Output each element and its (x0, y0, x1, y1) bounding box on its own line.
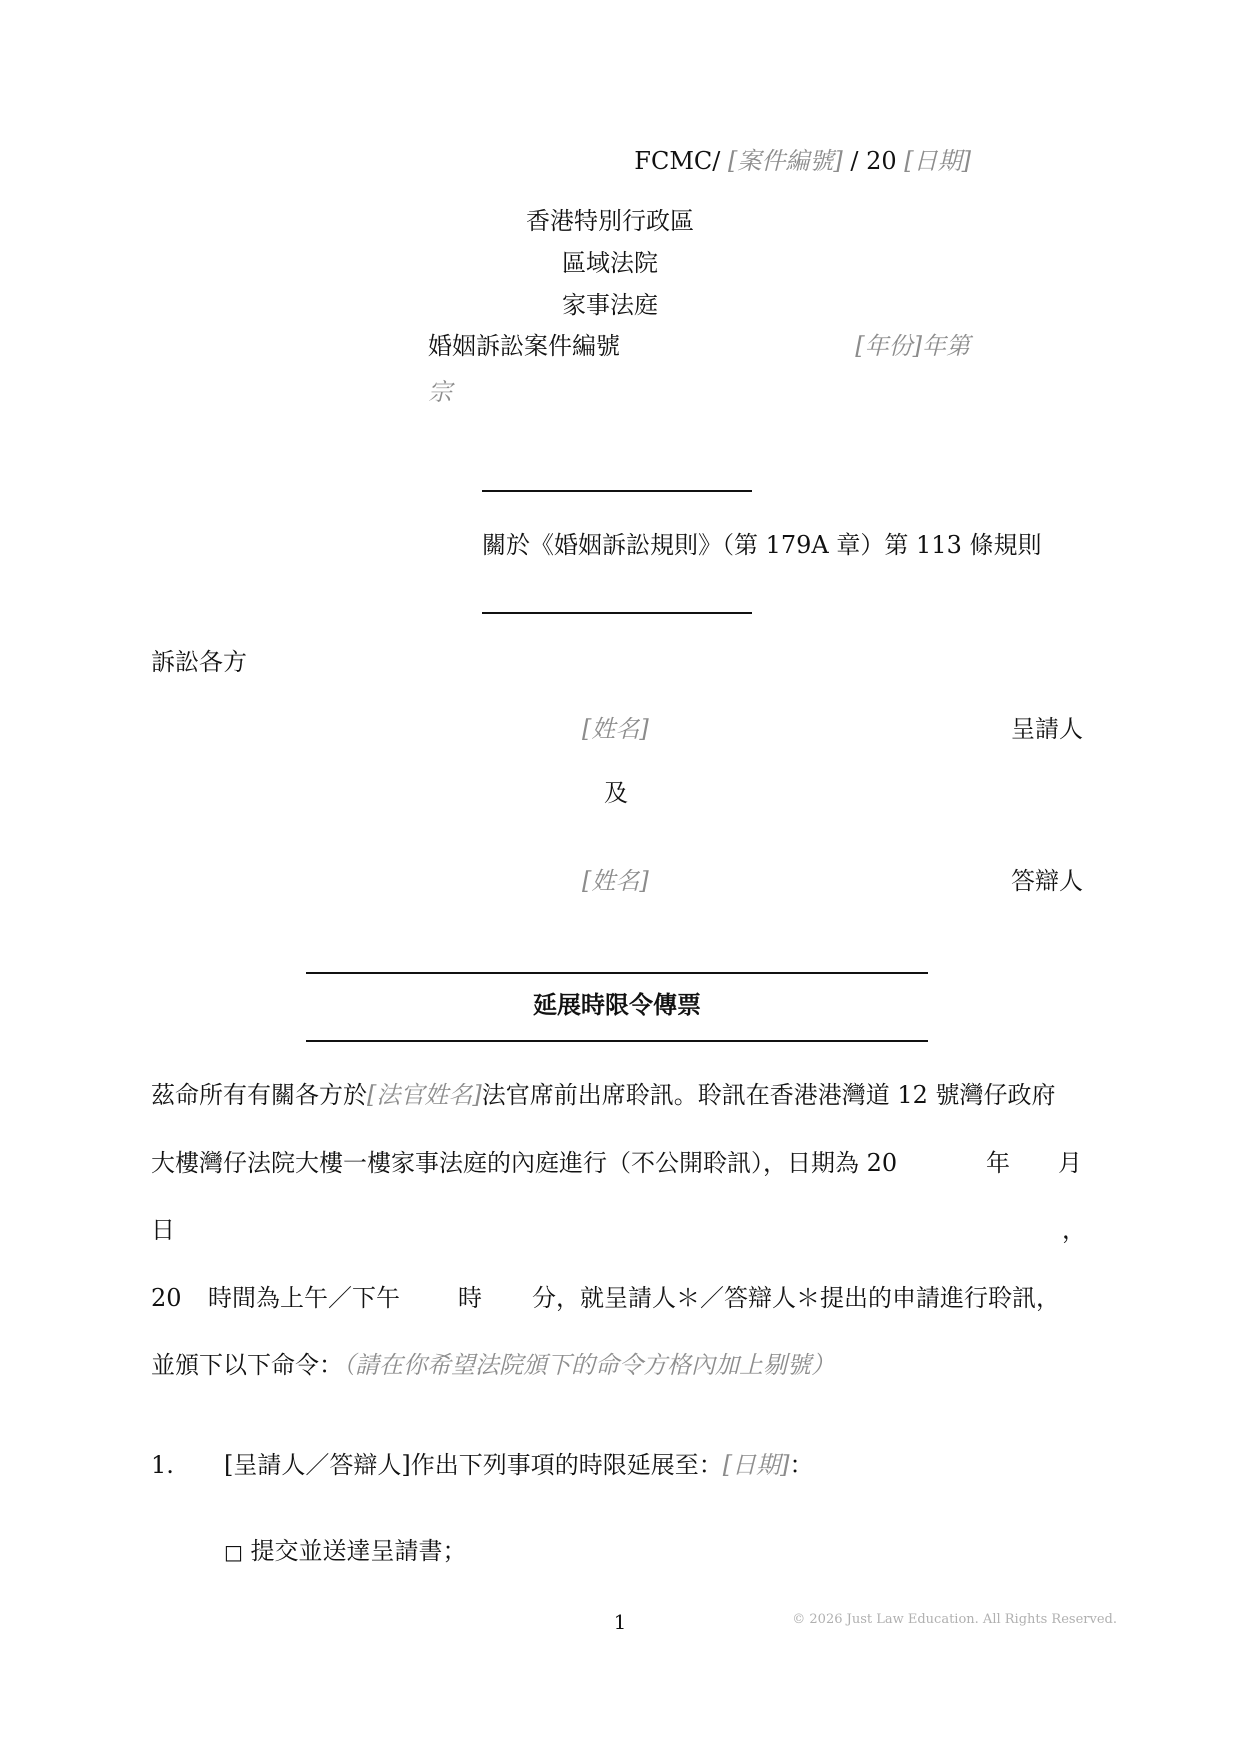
summons-title: 延展時限令傳票 (533, 990, 701, 1019)
item-1-number: 1. (151, 1451, 174, 1479)
copyright-notice: © 2026 Just Law Education. All Rights Reserved. (792, 1612, 1117, 1627)
page-number: 1 (613, 1610, 627, 1634)
hearing-day-label: 日 (151, 1216, 175, 1244)
court-district: 區域法院 (562, 249, 658, 277)
court-region: 香港特別行政區 (526, 207, 694, 235)
year-placeholder: [年份] (855, 332, 922, 360)
case-ref-prefix: FCMC/ (634, 147, 721, 175)
respondent-name-placeholder: [姓名] (582, 867, 649, 895)
case-reference (634, 146, 971, 176)
and-conjunction: 及 (604, 779, 628, 807)
body-line-4-time: 時間為上午／下午 (208, 1284, 400, 1312)
body-line-1 (151, 1080, 1056, 1110)
body-line-1-start: 茲命所有有關各方於 (151, 1081, 367, 1109)
case-year-field (855, 331, 970, 361)
hearing-year-label: 年 (986, 1149, 1010, 1177)
judge-name-placeholder: [法官姓名] (367, 1081, 482, 1109)
case-no-suffix: 宗 (428, 378, 452, 406)
title-rule-top (306, 972, 928, 974)
hearing-month-label: 月 (1058, 1149, 1082, 1177)
checkbox-square[interactable]: □ (224, 1540, 243, 1564)
body-line-5 (151, 1350, 835, 1380)
body-line-1-end: 法官席前出席聆訊。聆訊在香港港灣道 12 號灣仔政府 (481, 1081, 1056, 1109)
hearing-hour-label: 時 (458, 1284, 482, 1312)
item-1-description: [呈請人／答辯人]作出下列事項的時限延展至： (224, 1451, 723, 1479)
case-ref-year: / 20 (850, 147, 897, 175)
divider-top (482, 490, 752, 492)
tick-instruction: （請在你希望法院頒下的命令方格內加上剔號） (343, 1351, 835, 1379)
body-line-2: 大樓灣仔法院大樓一樓家事法庭的內庭進行（不公開聆訊），日期為 20 (151, 1149, 898, 1177)
item-1-text (224, 1450, 813, 1480)
body-line-4-year: 20 (151, 1284, 182, 1312)
petitioner-name-placeholder: [姓名] (582, 715, 649, 743)
order-intro: 並頒下以下命令： (151, 1351, 343, 1379)
checkbox-label: 提交並送達呈請書； (250, 1537, 467, 1565)
court-family: 家事法庭 (562, 291, 658, 319)
case-number-placeholder: [案件編號] (727, 147, 843, 175)
case-type-label: 婚姻訴訟案件編號 (428, 332, 620, 360)
body-line-3-comma: ， (1062, 1216, 1086, 1244)
parties-heading: 訴訟各方 (151, 648, 247, 676)
checkbox-option-petition[interactable] (224, 1536, 467, 1567)
title-rule-bottom (306, 1040, 928, 1042)
divider-bottom (482, 612, 752, 614)
respondent-role: 答辯人 (1011, 867, 1083, 895)
item-1-date-placeholder: [日期] (722, 1451, 790, 1479)
year-suffix: 年第 (922, 332, 970, 360)
rule-reference: 關於《婚姻訴訟規則》（第 179A 章）第 113 條規則 (482, 531, 1042, 559)
case-date-placeholder: [日期] (904, 147, 971, 175)
item-1-colon: ： (789, 1451, 814, 1479)
body-line-4-end: 分，就呈請人＊／答辯人＊提出的申請進行聆訊， (532, 1284, 1060, 1312)
petitioner-role: 呈請人 (1011, 715, 1083, 743)
